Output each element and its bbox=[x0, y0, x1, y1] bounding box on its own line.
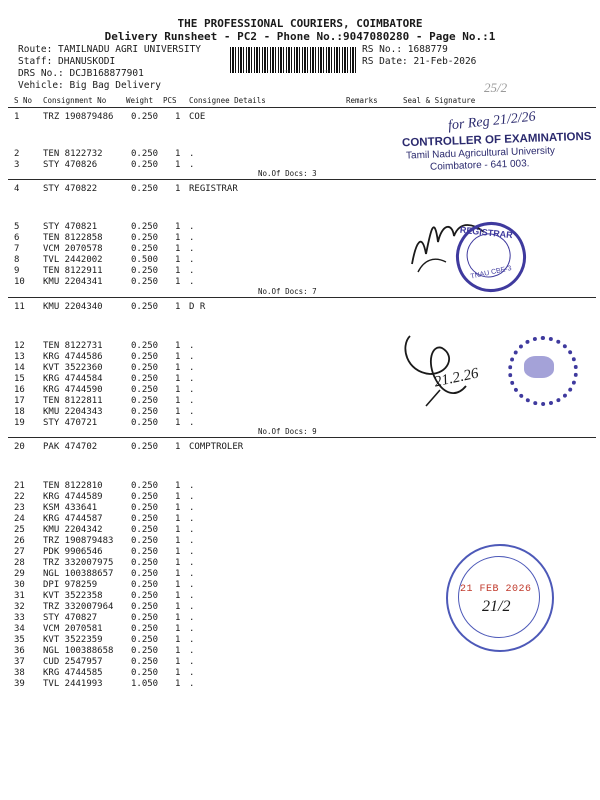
barcode bbox=[230, 47, 358, 73]
row-pcs: 1 bbox=[175, 492, 181, 502]
company-title: THE PROFESSIONAL COURIERS, COIMBATORE bbox=[177, 17, 423, 30]
row-consignment: DPI 978259 bbox=[43, 580, 98, 590]
row-sno: 22 bbox=[14, 492, 25, 502]
row-consignment: TEN 8122911 bbox=[43, 266, 103, 276]
row-pcs: 1 bbox=[175, 363, 181, 373]
table-row bbox=[0, 385, 600, 396]
row-details: . bbox=[189, 547, 195, 557]
row-consignment: STY 470821 bbox=[43, 222, 98, 232]
row-sno: 6 bbox=[14, 233, 20, 243]
row-details: . bbox=[189, 244, 195, 254]
row-pcs: 1 bbox=[175, 503, 181, 513]
row-consignment: KVT 3522358 bbox=[43, 591, 103, 601]
row-sno: 33 bbox=[14, 613, 25, 623]
row-pcs: 1 bbox=[175, 481, 181, 491]
table-row bbox=[0, 525, 600, 536]
row-consignment: KMU 2204340 bbox=[43, 302, 103, 312]
row-details: . bbox=[189, 341, 195, 351]
row-pcs: 1 bbox=[175, 266, 181, 276]
row-sno: 32 bbox=[14, 602, 25, 612]
row-pcs: 1 bbox=[175, 525, 181, 535]
dr-seal bbox=[508, 336, 578, 406]
table-row bbox=[0, 442, 600, 453]
row-weight: 0.250 bbox=[131, 149, 159, 159]
row-consignment: TEN 8122731 bbox=[43, 341, 103, 351]
row-details: . bbox=[189, 492, 195, 502]
row-weight: 0.250 bbox=[131, 442, 159, 452]
row-weight: 0.250 bbox=[131, 503, 159, 513]
row-consignment: KRG 4744586 bbox=[43, 352, 103, 362]
row-consignment: KRG 4744585 bbox=[43, 668, 103, 678]
row-consignment: VCM 2070581 bbox=[43, 624, 103, 634]
staff-text: Staff: DHANUSKODI bbox=[18, 56, 116, 67]
row-pcs: 1 bbox=[175, 233, 181, 243]
comptroller-date: 21 FEB 2026 bbox=[460, 584, 532, 595]
row-details: . bbox=[189, 679, 195, 689]
row-pcs: 1 bbox=[175, 407, 181, 417]
row-pcs: 1 bbox=[175, 374, 181, 384]
row-pcs: 1 bbox=[175, 569, 181, 579]
row-sno: 27 bbox=[14, 547, 25, 557]
row-weight: 0.250 bbox=[131, 492, 159, 502]
row-weight: 1.050 bbox=[131, 679, 159, 689]
row-sno: 3 bbox=[14, 160, 20, 170]
row-weight: 0.250 bbox=[131, 580, 159, 590]
row-pcs: 1 bbox=[175, 385, 181, 395]
row-consignment: KVT 3522359 bbox=[43, 635, 103, 645]
row-weight: 0.500 bbox=[131, 255, 159, 265]
row-consignment: PAK 474702 bbox=[43, 442, 98, 452]
row-details: . bbox=[189, 591, 195, 601]
table-row bbox=[0, 492, 600, 503]
row-weight: 0.250 bbox=[131, 591, 159, 601]
header-rule bbox=[8, 107, 596, 108]
row-details: . bbox=[189, 514, 195, 524]
row-weight: 0.250 bbox=[131, 407, 159, 417]
group-count: No.Of Docs: 3 bbox=[258, 169, 317, 178]
row-sno: 14 bbox=[14, 363, 25, 373]
row-sno: 30 bbox=[14, 580, 25, 590]
row-weight: 0.250 bbox=[131, 569, 159, 579]
row-details: REGISTRAR bbox=[189, 184, 238, 194]
row-details: . bbox=[189, 668, 195, 678]
row-details: . bbox=[189, 222, 195, 232]
row-consignment: TVL 2442002 bbox=[43, 255, 103, 265]
row-consignment: TEN 8122811 bbox=[43, 396, 103, 406]
drs-text: DRS No.: DCJB168877901 bbox=[18, 68, 144, 79]
row-pcs: 1 bbox=[175, 657, 181, 667]
vehicle-text: Vehicle: Big Bag Delivery bbox=[18, 80, 161, 91]
row-details: . bbox=[189, 646, 195, 656]
row-consignment: NGL 100388658 bbox=[43, 646, 114, 656]
row-details: . bbox=[189, 385, 195, 395]
row-details: . bbox=[189, 525, 195, 535]
row-pcs: 1 bbox=[175, 514, 181, 524]
row-sno: 18 bbox=[14, 407, 25, 417]
row-details: . bbox=[189, 266, 195, 276]
row-consignment: TRZ 190879483 bbox=[43, 536, 114, 546]
row-weight: 0.250 bbox=[131, 160, 159, 170]
row-sno: 21 bbox=[14, 481, 25, 491]
row-pcs: 1 bbox=[175, 184, 181, 194]
row-weight: 0.250 bbox=[131, 374, 159, 384]
row-weight: 0.250 bbox=[131, 352, 159, 362]
row-weight: 0.250 bbox=[131, 558, 159, 568]
row-details: . bbox=[189, 374, 195, 384]
row-sno: 31 bbox=[14, 591, 25, 601]
row-consignment: TEN 8122858 bbox=[43, 233, 103, 243]
row-sno: 12 bbox=[14, 341, 25, 351]
row-weight: 0.250 bbox=[131, 302, 159, 312]
coe-stamp-line2: Tamil Nadu Agricultural University bbox=[405, 145, 556, 162]
row-consignment: TEN 8122732 bbox=[43, 149, 103, 159]
row-details: . bbox=[189, 255, 195, 265]
row-details: . bbox=[189, 407, 195, 417]
col-pcs: PCS bbox=[163, 96, 177, 105]
row-sno: 20 bbox=[14, 442, 25, 452]
row-consignment: TRZ 190879486 bbox=[43, 112, 114, 122]
table-row bbox=[0, 407, 600, 418]
row-details: . bbox=[189, 602, 195, 612]
row-pcs: 1 bbox=[175, 602, 181, 612]
coe-stamp-line1: CONTROLLER OF EXAMINATIONS bbox=[401, 130, 592, 150]
row-weight: 0.250 bbox=[131, 635, 159, 645]
dr-signature bbox=[396, 316, 508, 412]
row-details: . bbox=[189, 624, 195, 634]
row-sno: 25 bbox=[14, 525, 25, 535]
col-details: Consignee Details bbox=[189, 96, 266, 105]
row-details: COE bbox=[189, 112, 206, 122]
row-consignment: KRG 4744589 bbox=[43, 492, 103, 502]
row-pcs: 1 bbox=[175, 149, 181, 159]
row-pcs: 1 bbox=[175, 352, 181, 362]
row-sno: 15 bbox=[14, 374, 25, 384]
row-sno: 29 bbox=[14, 569, 25, 579]
row-details: . bbox=[189, 635, 195, 645]
row-sno: 10 bbox=[14, 277, 25, 287]
row-consignment: TRZ 332007975 bbox=[43, 558, 114, 568]
row-pcs: 1 bbox=[175, 418, 181, 428]
row-weight: 0.250 bbox=[131, 266, 159, 276]
row-pcs: 1 bbox=[175, 442, 181, 452]
row-details: . bbox=[189, 418, 195, 428]
rs-date-text: RS Date: 21-Feb-2026 bbox=[362, 56, 477, 67]
row-weight: 0.250 bbox=[131, 277, 159, 287]
col-weight: Weight bbox=[126, 96, 154, 105]
row-sno: 39 bbox=[14, 679, 25, 689]
row-sno: 5 bbox=[14, 222, 20, 232]
row-weight: 0.250 bbox=[131, 385, 159, 395]
row-weight: 0.250 bbox=[131, 536, 159, 546]
row-pcs: 1 bbox=[175, 536, 181, 546]
dr-date: 21.2.26 bbox=[432, 365, 481, 391]
row-details: . bbox=[189, 536, 195, 546]
row-consignment: CUD 2547957 bbox=[43, 657, 103, 667]
row-sno: 17 bbox=[14, 396, 25, 406]
row-details: . bbox=[189, 613, 195, 623]
row-sno: 36 bbox=[14, 646, 25, 656]
row-sno: 16 bbox=[14, 385, 25, 395]
row-pcs: 1 bbox=[175, 396, 181, 406]
row-consignment: KRG 4744587 bbox=[43, 514, 103, 524]
row-details: . bbox=[189, 657, 195, 667]
row-weight: 0.250 bbox=[131, 668, 159, 678]
row-weight: 0.250 bbox=[131, 418, 159, 428]
table-row bbox=[0, 184, 600, 195]
row-sno: 37 bbox=[14, 657, 25, 667]
table-row bbox=[0, 679, 600, 690]
row-weight: 0.250 bbox=[131, 363, 159, 373]
row-sno: 24 bbox=[14, 514, 25, 524]
row-sno: 28 bbox=[14, 558, 25, 568]
row-consignment: VCM 2070578 bbox=[43, 244, 103, 254]
route-text: Route: TAMILNADU AGRI UNIVERSITY bbox=[18, 44, 202, 55]
row-consignment: KSM 433641 bbox=[43, 503, 98, 513]
row-weight: 0.250 bbox=[131, 244, 159, 254]
row-details: . bbox=[189, 160, 195, 170]
group-separator bbox=[8, 297, 596, 298]
row-weight: 0.250 bbox=[131, 481, 159, 491]
rs-no-text: RS No.: 1688779 bbox=[362, 44, 448, 55]
row-sno: 19 bbox=[14, 418, 25, 428]
row-consignment: STY 470721 bbox=[43, 418, 98, 428]
row-details: . bbox=[189, 352, 195, 362]
row-sno: 8 bbox=[14, 255, 20, 265]
table-row bbox=[0, 503, 600, 514]
row-weight: 0.250 bbox=[131, 657, 159, 667]
row-weight: 0.250 bbox=[131, 396, 159, 406]
row-pcs: 1 bbox=[175, 112, 181, 122]
row-consignment: KMU 2204342 bbox=[43, 525, 103, 535]
row-consignment: STY 470822 bbox=[43, 184, 98, 194]
row-weight: 0.250 bbox=[131, 547, 159, 557]
row-sno: 11 bbox=[14, 302, 25, 312]
row-details: . bbox=[189, 569, 195, 579]
row-pcs: 1 bbox=[175, 277, 181, 287]
row-details: . bbox=[189, 363, 195, 373]
row-pcs: 1 bbox=[175, 341, 181, 351]
col-consignment: Consignment No bbox=[43, 96, 107, 105]
row-sno: 26 bbox=[14, 536, 25, 546]
group-separator bbox=[8, 179, 596, 180]
row-sno: 4 bbox=[14, 184, 20, 194]
row-sno: 35 bbox=[14, 635, 25, 645]
row-details: D R bbox=[189, 302, 206, 312]
group-count: No.Of Docs: 9 bbox=[258, 427, 317, 436]
group-count: No.Of Docs: 7 bbox=[258, 287, 317, 296]
row-weight: 0.250 bbox=[131, 341, 159, 351]
pencil-mark: 25/2 bbox=[484, 80, 508, 95]
coe-stamp-line3: Coimbatore - 641 003. bbox=[429, 158, 530, 173]
group-separator bbox=[8, 437, 596, 438]
row-pcs: 1 bbox=[175, 591, 181, 601]
row-pcs: 1 bbox=[175, 613, 181, 623]
row-sno: 34 bbox=[14, 624, 25, 634]
row-sno: 1 bbox=[14, 112, 20, 122]
registrar-seal-text: REGISTRAR bbox=[459, 224, 514, 241]
row-weight: 0.250 bbox=[131, 602, 159, 612]
row-sno: 9 bbox=[14, 266, 20, 276]
row-consignment: STY 470827 bbox=[43, 613, 98, 623]
row-weight: 0.250 bbox=[131, 112, 159, 122]
row-sno: 7 bbox=[14, 244, 20, 254]
row-pcs: 1 bbox=[175, 635, 181, 645]
col-remarks: Remarks bbox=[346, 96, 378, 105]
row-pcs: 1 bbox=[175, 668, 181, 678]
row-details: . bbox=[189, 481, 195, 491]
runsheet-title: Delivery Runsheet - PC2 - Phone No.:9047080280 - Page No.:1 bbox=[104, 30, 496, 43]
row-pcs: 1 bbox=[175, 160, 181, 170]
row-pcs: 1 bbox=[175, 255, 181, 265]
row-consignment: KVT 3522360 bbox=[43, 363, 103, 373]
row-pcs: 1 bbox=[175, 580, 181, 590]
row-sno: 13 bbox=[14, 352, 25, 362]
row-details: . bbox=[189, 580, 195, 590]
row-pcs: 1 bbox=[175, 679, 181, 689]
table-row bbox=[0, 396, 600, 407]
table-row bbox=[0, 668, 600, 679]
row-details: . bbox=[189, 396, 195, 406]
row-consignment: KMU 2204343 bbox=[43, 407, 103, 417]
table-row bbox=[0, 657, 600, 668]
row-pcs: 1 bbox=[175, 558, 181, 568]
row-weight: 0.250 bbox=[131, 646, 159, 656]
row-pcs: 1 bbox=[175, 222, 181, 232]
row-weight: 0.250 bbox=[131, 233, 159, 243]
table-row bbox=[0, 481, 600, 492]
registrar-seal-sub: TNAU CBE-3 bbox=[470, 265, 513, 281]
row-weight: 0.250 bbox=[131, 514, 159, 524]
row-weight: 0.250 bbox=[131, 222, 159, 232]
row-consignment: TVL 2441993 bbox=[43, 679, 103, 689]
row-sno: 23 bbox=[14, 503, 25, 513]
table-row bbox=[0, 341, 600, 352]
row-details: . bbox=[189, 277, 195, 287]
row-details: COMPTROLER bbox=[189, 442, 244, 452]
col-sno: S No bbox=[14, 96, 33, 105]
row-sno: 2 bbox=[14, 149, 20, 159]
table-row bbox=[0, 302, 600, 313]
row-consignment: PDK 9906546 bbox=[43, 547, 103, 557]
row-consignment: TEN 8122810 bbox=[43, 481, 103, 491]
col-seal: Seal & Signature bbox=[403, 96, 476, 105]
row-consignment: KRG 4744584 bbox=[43, 374, 103, 384]
row-weight: 0.250 bbox=[131, 624, 159, 634]
row-weight: 0.250 bbox=[131, 184, 159, 194]
row-pcs: 1 bbox=[175, 244, 181, 254]
row-pcs: 1 bbox=[175, 646, 181, 656]
row-details: . bbox=[189, 558, 195, 568]
row-details: . bbox=[189, 503, 195, 513]
row-consignment: NGL 100388657 bbox=[43, 569, 114, 579]
row-details: . bbox=[189, 233, 195, 243]
row-weight: 0.250 bbox=[131, 613, 159, 623]
row-weight: 0.250 bbox=[131, 525, 159, 535]
row-pcs: 1 bbox=[175, 547, 181, 557]
coe-handwritten: for Reg 21/2/26 bbox=[447, 109, 537, 134]
row-consignment: KMU 2204341 bbox=[43, 277, 103, 287]
row-sno: 38 bbox=[14, 668, 25, 678]
table-row bbox=[0, 514, 600, 525]
row-consignment: TRZ 332007964 bbox=[43, 602, 114, 612]
row-consignment: STY 470826 bbox=[43, 160, 98, 170]
comptroller-handwritten: 21/2 bbox=[482, 598, 511, 615]
row-pcs: 1 bbox=[175, 624, 181, 634]
row-pcs: 1 bbox=[175, 302, 181, 312]
row-details: . bbox=[189, 149, 195, 159]
row-consignment: KRG 4744590 bbox=[43, 385, 103, 395]
